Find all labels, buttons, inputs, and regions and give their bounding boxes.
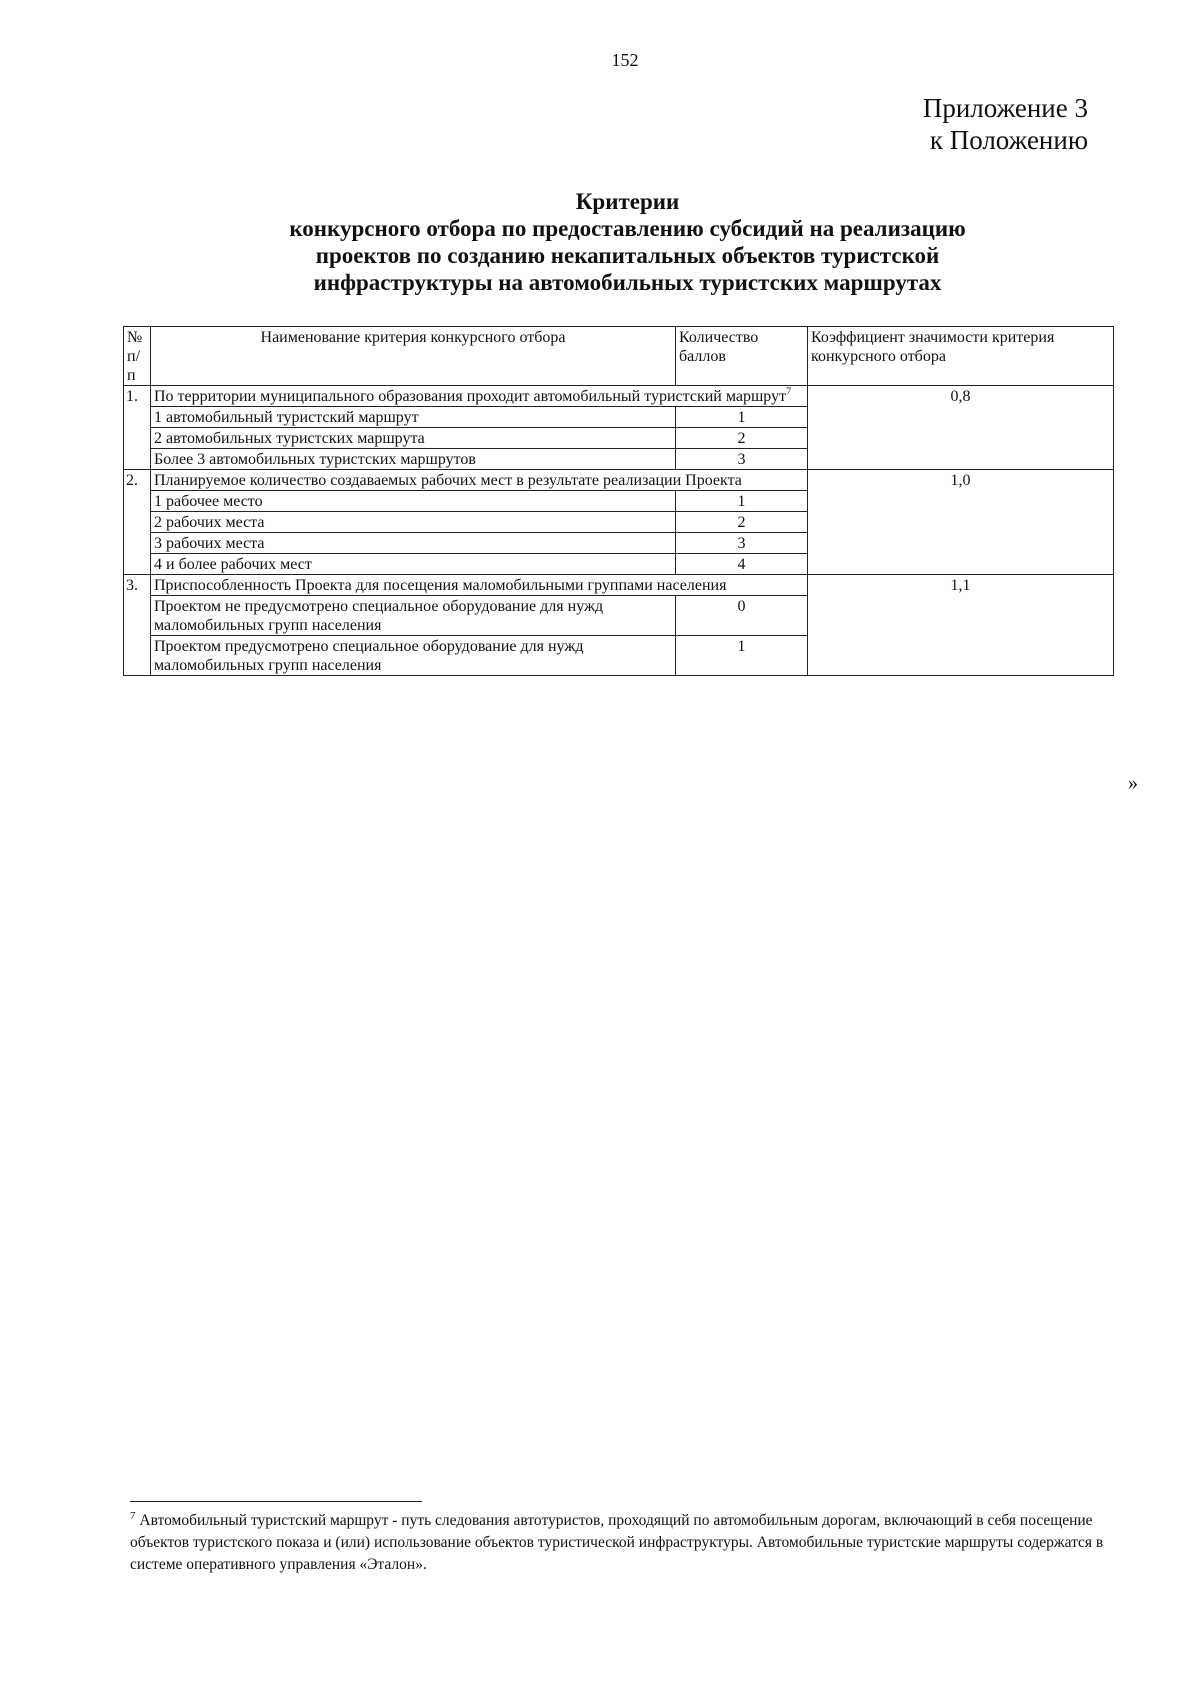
criterion-title: Планируемое количество создаваемых рабочих мест в результате реализации Проекта: [151, 470, 808, 491]
appendix-line-2: к Положению: [929, 125, 1088, 155]
option-label: Более 3 автомобильных туристских маршрутов: [151, 449, 676, 470]
title-line-4: инфраструктуры на автомобильных туристских маршрутах: [313, 270, 942, 295]
option-label: 2 автомобильных туристских маршрута: [151, 428, 676, 449]
table-header-row: [124, 327, 1114, 386]
footnote: [130, 1510, 1140, 1576]
option-score: 1: [676, 636, 808, 676]
title-line-2: конкурсного отбора по предоставлению субсидий на реализацию: [289, 216, 966, 241]
option-score: 1: [676, 491, 808, 512]
criterion-title-text: По территории муниципального образования проходит автомобильный туристский маршрут: [154, 388, 787, 405]
header-score: Количество баллов: [676, 327, 808, 386]
footnote-mark: 7: [130, 1509, 136, 1522]
option-label: 2 рабочих места: [151, 512, 676, 533]
criterion-row-1: [124, 386, 1114, 407]
criterion-coef: 1,1: [808, 575, 1114, 676]
footnote-separator: [130, 1501, 422, 1502]
option-label: 1 автомобильный туристский маршрут: [151, 407, 676, 428]
option-score: 2: [676, 512, 808, 533]
criterion-coef: 1,0: [808, 470, 1114, 575]
option-score: 1: [676, 407, 808, 428]
criterion-num: 3.: [124, 575, 151, 676]
criterion-num: 2.: [124, 470, 151, 575]
option-score: 0: [676, 596, 808, 636]
footnote-text: Автомобильный туристский маршрут - путь следования автотуристов, проходящий по автомобильным дорогам, включающий в себя посещение объектов туристского показа и (или) использование объектов туристической инфраструктуры. Автомобильные туристские маршруты содержатся в системе оперативного управления «Эталон».: [130, 1512, 1104, 1573]
closing-quote: »: [1128, 772, 1138, 794]
criteria-table: [123, 326, 1114, 676]
title-line-1: Критерии: [575, 189, 680, 214]
option-score: 3: [676, 533, 808, 554]
option-score: 2: [676, 428, 808, 449]
option-label: Проектом предусмотрено специальное оборудование для нужд маломобильных групп населения: [151, 636, 676, 676]
option-label: Проектом не предусмотрено специальное оборудование для нужд маломобильных групп населения: [151, 596, 676, 636]
appendix-label: [923, 92, 1088, 156]
option-label: 1 рабочее место: [151, 491, 676, 512]
criterion-title: [151, 386, 808, 407]
option-score: 3: [676, 449, 808, 470]
criterion-num: 1.: [124, 386, 151, 470]
criterion-title: Приспособленность Проекта для посещения маломобильными группами населения: [151, 575, 808, 596]
criterion-row-2: [124, 470, 1114, 491]
option-label: 4 и более рабочих мест: [151, 554, 676, 575]
criterion-row-3: [124, 575, 1114, 596]
footnote-ref: 7: [786, 386, 792, 398]
page-number: 152: [611, 50, 639, 70]
header-coef: Коэффициент значимости критерия конкурсного отбора: [808, 327, 1114, 386]
document-title: [0, 188, 1200, 296]
header-num: № п/п: [124, 327, 151, 386]
header-name: Наименование критерия конкурсного отбора: [151, 327, 676, 386]
option-score: 4: [676, 554, 808, 575]
option-label: 3 рабочих места: [151, 533, 676, 554]
appendix-line-1: Приложение 3: [922, 93, 1088, 123]
title-line-3: проектов по созданию некапитальных объектов туристской: [315, 243, 940, 268]
criterion-coef: 0,8: [808, 386, 1114, 470]
